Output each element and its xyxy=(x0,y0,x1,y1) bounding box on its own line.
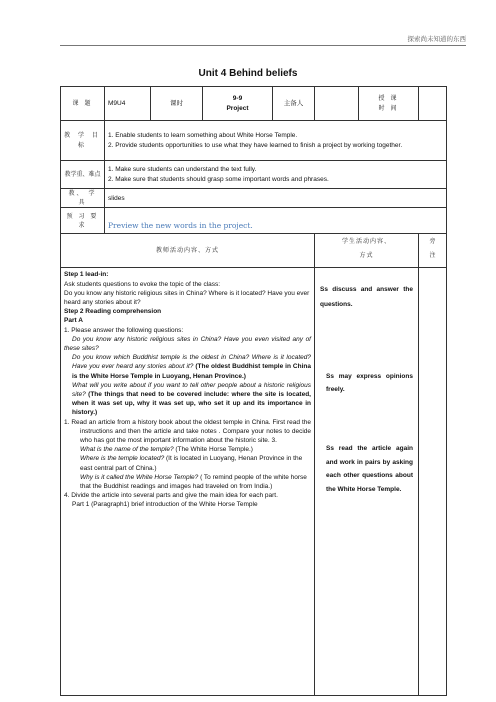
student-header-line2: 方式 xyxy=(359,251,374,259)
answer-2 xyxy=(64,454,311,472)
reading-task-4: 4. Divide the article into several parts and give the main idea for each part. xyxy=(64,492,278,500)
step1-text2: Do you know any historic religious sites in China? Where is it located? Have you ever heard any stories about it? xyxy=(64,289,310,307)
key-points-row xyxy=(61,161,447,189)
column-header-row xyxy=(61,234,447,268)
info-row xyxy=(61,87,447,121)
part-1-summary: Part 1 (Paragraph1) brief introduction of the White Horse Temple xyxy=(72,501,258,509)
preparer-value xyxy=(315,87,359,121)
answer-2-text: (It is located in Luoyang, Henan Province in the east central part of China.) xyxy=(80,455,303,472)
reading-task-1: 1. Read an article from a history book about the oldest temple in China. First read the instructions and then the article and take notes . Compare your notes to decide who has got the most important information about the historic site. 3. xyxy=(64,418,311,445)
aids-value: slides xyxy=(105,189,447,208)
key-point-item-1: 1. Make sure students can understand the text fully. xyxy=(108,166,257,174)
student-header-line1: 学生活动内容、 xyxy=(341,238,391,246)
question-2-text: Do you know which Buddhist temple is the oldest in China? Where is it located? Have you ever heard any stories about it? xyxy=(72,354,311,371)
objective-item-1: 1. Enable students to learn something about White Horse Temple. xyxy=(108,132,298,140)
side-notes xyxy=(419,268,447,696)
period-number: 9-9 xyxy=(232,95,243,103)
part-a-title: Part A xyxy=(64,317,83,325)
topic-value: M9U4 xyxy=(105,87,151,121)
preview-label: 预 习 要 求 xyxy=(61,208,105,234)
question-3 xyxy=(64,381,311,418)
header-motto: 探索尚未知道的东西 xyxy=(407,35,466,43)
period-value xyxy=(203,87,273,121)
aids-row xyxy=(61,189,447,208)
objective-item-2: 2. Provide students opportunities to use what they have learned to finish a project by working together. xyxy=(108,141,403,149)
student-activity-2: Ss may express opinions freely. xyxy=(326,373,413,394)
teach-time-value xyxy=(419,87,447,121)
answer-3 xyxy=(64,473,311,491)
period-name: Project xyxy=(226,104,249,112)
aids-label: 教、 学 具 xyxy=(61,189,105,208)
teacher-column-header: 教师活动内容、方式 xyxy=(61,234,315,268)
teacher-activities xyxy=(61,268,315,696)
step1-title: Step 1 lead-in: xyxy=(64,271,109,279)
answer-3-text: ( To remind people of the white horse that the Buddhist readings and images had traveled on from India.) xyxy=(80,473,307,491)
document-title: Unit 4 Behind beliefs xyxy=(198,68,298,79)
answer-1-text: (The White Horse Temple.) xyxy=(173,446,253,454)
answer-3-question: Why is it called the White Horse Temple? xyxy=(80,473,199,481)
preparer-label: 主备人 xyxy=(273,87,315,121)
step1-text1: Ask students questions to evoke the topic of the class: xyxy=(64,280,221,288)
question-3-text: What will you write about if you want to tell other people about a historic religious site? xyxy=(72,381,311,399)
lesson-plan-table xyxy=(60,86,447,696)
preview-text: Preview the new words in the project. xyxy=(108,221,253,231)
objectives-label: 教 学 目 标 xyxy=(61,121,105,161)
side-header-line2: 注 xyxy=(429,251,436,259)
question-2 xyxy=(64,353,311,381)
student-activities xyxy=(315,268,419,696)
question-3-answer: (The things that need to be covered include: where the site is located, when it was set up, why it was set up, who set it up and its importance in history.) xyxy=(72,391,311,417)
content-row xyxy=(61,268,447,696)
student-column-header xyxy=(315,234,419,268)
key-point-item-2: 2. Make sure that students should grasp some important words and phrases. xyxy=(108,175,329,183)
questions-intro: 1. Please answer the following questions: xyxy=(64,326,184,334)
objectives-content xyxy=(105,121,447,161)
preview-content xyxy=(105,208,447,234)
key-points-content xyxy=(105,161,447,189)
answer-2-question: Where is the temple located? xyxy=(80,455,165,463)
question-1: Do you know any historic religious sites in China? Have you even visited any of these sites? xyxy=(64,335,311,353)
key-points-label: 教学重、难点 xyxy=(61,161,105,189)
preview-row xyxy=(61,208,447,234)
teach-time-label xyxy=(359,87,419,121)
student-activity-1: Ss discuss and answer the questions. xyxy=(320,286,413,309)
teach-time-label-line1: 授 课 xyxy=(378,95,399,103)
header-divider xyxy=(60,45,466,46)
side-header-line1: 旁 xyxy=(429,238,436,246)
answer-1 xyxy=(64,445,311,454)
side-column-header xyxy=(419,234,447,268)
student-activity-3: Ss read the article again and work in pairs by asking each other questions about the White Horse Temple. xyxy=(326,445,413,493)
question-2-answer: (The oldest Buddhist temple in China is the White Horse Temple in Luoyang, Henan Province.) xyxy=(72,363,311,380)
answer-1-question: What is the name of the temple? xyxy=(80,446,174,454)
teach-time-label-line2: 时 间 xyxy=(378,104,399,112)
period-label: 课时 xyxy=(151,87,203,121)
topic-label: 课 题 xyxy=(61,87,105,121)
objectives-row xyxy=(61,121,447,161)
step2-title: Step 2 Reading comprehension xyxy=(64,308,162,316)
